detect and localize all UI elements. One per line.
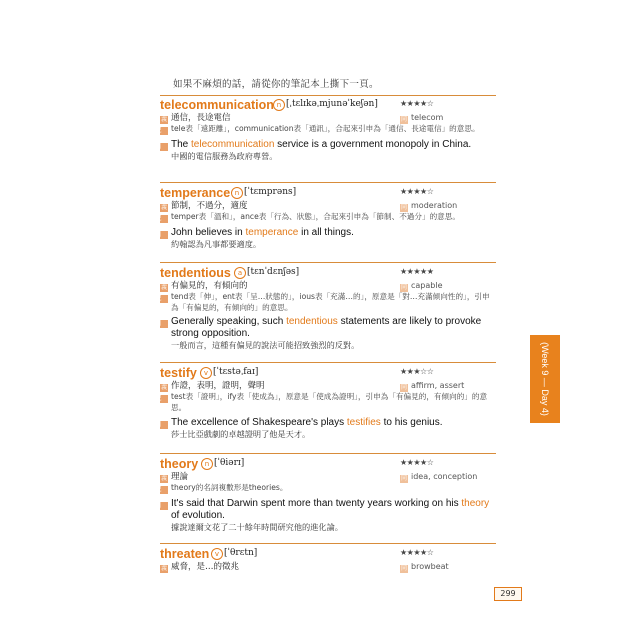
memory-icon: 記	[160, 295, 168, 303]
synonym-icon: 同	[400, 384, 407, 391]
memory-icon: 記	[160, 215, 168, 223]
headword: threaten	[160, 547, 210, 561]
example-sentence: 例 The excellence of Shakespeare's plays testifies to his genius.	[155, 417, 443, 428]
star-rating: ★★★★☆	[400, 548, 434, 557]
phonetic: [ˈθiərɪ]	[214, 458, 245, 468]
example-icon: 例	[160, 502, 168, 510]
headword: temperance	[160, 186, 231, 200]
meaning-icon: 義	[160, 384, 167, 391]
page-number: 299	[494, 587, 522, 601]
synonym: telecom	[411, 113, 444, 122]
entry-divider	[160, 182, 496, 183]
star-rating: ★★★★★	[400, 267, 434, 276]
headword: telecommunication	[160, 98, 274, 112]
meaning: 作證，表明，證明，聲明	[171, 381, 265, 391]
phonetic: [ˈtɛstəˌfaɪ]	[213, 367, 259, 377]
entry-divider	[160, 262, 496, 263]
vocab-entry	[160, 547, 496, 573]
synonym: browbeat	[411, 562, 449, 571]
meaning-icon: 義	[160, 116, 167, 123]
meaning-icon: 義	[160, 204, 167, 211]
etymology: 記 temper表「溫和」，ance表「行為、狀態」，合起來引申為「節制、不過分」的意思。	[155, 212, 460, 222]
example-translation: 約翰認為凡事都要適度。	[171, 239, 262, 249]
highlighted-headword: telecommunication	[191, 139, 275, 150]
headword: testify	[160, 366, 197, 380]
phonetic: [tɛnˈdɛnʃəs]	[247, 267, 300, 277]
meaning: 有偏見的，有傾向的	[171, 281, 248, 291]
vocab-entry	[155, 457, 496, 533]
synonym-icon: 同	[400, 475, 407, 482]
highlighted-headword: testifies	[346, 417, 381, 428]
etymology: 記 theory的名詞複數形是theories。	[155, 483, 288, 493]
part-of-speech-badge: n	[201, 458, 213, 470]
star-rating: ★★★★☆	[400, 187, 434, 196]
intro-sentence: 如果不麻煩的話，請從你的筆記本上撕下一頁。	[173, 79, 379, 90]
highlighted-headword: temperance	[245, 227, 299, 238]
star-rating: ★★★☆☆	[400, 367, 434, 376]
vocab-entry	[155, 366, 496, 440]
part-of-speech-badge: v	[200, 367, 212, 379]
example-sentence: 例 John believes in temperance in all things.	[155, 227, 354, 238]
etymology: 記 tele表「遠距離」，communication表「通訊」，合起來引申為「通信、長途電信」的意思。	[155, 124, 480, 134]
example-icon: 例	[160, 231, 168, 239]
synonym-icon: 同	[400, 116, 407, 123]
week-day-side-tab	[530, 335, 560, 423]
example-translation: 中國的電信服務為政府專營。	[171, 151, 278, 161]
phonetic: [ˌtɛlɪkəˌmjunəˈkeʃən]	[286, 99, 378, 109]
headword: theory	[160, 457, 199, 471]
etymology: 記 tend表「伸」，ent表「呈…狀態的」，ious表「充滿…的」，原意是「對…充滿傾向性的」，引申為「有偏見的，有傾向的」的意思。	[155, 292, 490, 312]
part-of-speech-badge: n	[273, 99, 285, 111]
example-sentence: 例 It's said that Darwin spent more than twenty years working on his theory of evolution.	[155, 498, 490, 521]
etymology: 記 test表「證明」，ify表「使成為」，原意是「使成為證明」，引申為「有偏見的，有傾向的」的意思。	[155, 392, 488, 412]
star-rating: ★★★★☆	[400, 458, 434, 467]
meaning-icon: 義	[160, 475, 167, 482]
meaning: 通信，長途電信	[171, 113, 231, 123]
synonym: capable	[411, 281, 443, 290]
part-of-speech-badge: a	[234, 267, 246, 279]
example-translation: 據說達爾文花了二十餘年時間研究他的進化論。	[171, 522, 343, 532]
entry-divider	[160, 95, 496, 96]
meaning-icon: 義	[160, 565, 167, 572]
memory-icon: 記	[160, 127, 168, 135]
side-tab-label: (Week 9 — Day 4)	[540, 342, 551, 416]
entry-divider	[160, 453, 496, 454]
synonym-icon: 同	[400, 284, 407, 291]
synonym-icon: 同	[400, 565, 407, 572]
highlighted-headword: theory	[461, 498, 490, 509]
star-rating: ★★★★☆	[400, 99, 434, 108]
example-icon: 例	[160, 143, 168, 151]
part-of-speech-badge: n	[231, 187, 243, 199]
meaning: 威脅，是…的徵兆	[171, 562, 240, 572]
headword: tendentious	[160, 266, 231, 280]
synonym: moderation	[411, 201, 458, 210]
vocab-entry	[155, 186, 496, 250]
synonym: affirm, assert	[411, 381, 465, 390]
example-icon: 例	[160, 320, 168, 328]
meaning: 節制，不過分，適度	[171, 201, 248, 211]
example-sentence: 例 Generally speaking, such tendentious statements are likely to provoke strong opposition.	[155, 316, 482, 339]
meaning-icon: 義	[160, 284, 167, 291]
synonym: idea, conception	[411, 472, 478, 481]
example-sentence: 例 The telecommunication service is a government monopoly in China.	[155, 139, 472, 150]
highlighted-headword: tendentious	[286, 316, 338, 327]
example-icon: 例	[160, 421, 168, 429]
vocab-entry	[155, 98, 496, 162]
memory-icon: 記	[160, 486, 168, 494]
meaning: 理論	[171, 472, 189, 482]
example-translation: 一般而言，這種有偏見的說法可能招致強烈的反對。	[171, 340, 360, 350]
phonetic: [ˈθrɛtn]	[224, 548, 258, 558]
memory-icon: 記	[160, 395, 168, 403]
entry-divider	[160, 543, 496, 544]
entry-divider	[160, 362, 496, 363]
synonym-icon: 同	[400, 204, 407, 211]
phonetic: [ˈtɛmprəns]	[244, 187, 297, 197]
vocab-entry	[155, 266, 496, 351]
example-translation: 莎士比亞戲劇的卓越證明了他是天才。	[171, 429, 311, 439]
part-of-speech-badge: v	[211, 548, 223, 560]
